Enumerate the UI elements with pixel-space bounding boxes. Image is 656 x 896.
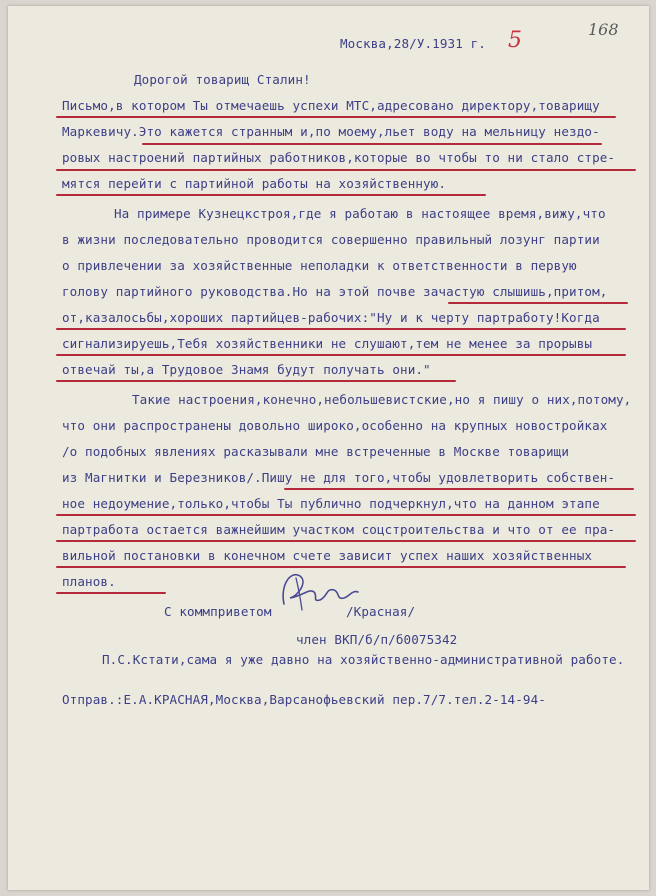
body-line: Маркевичу.Это кажется странным и,по моему,льет воду на мельницу нездо- bbox=[62, 124, 600, 139]
body-line: На примере Кузнецкстроя,где я работаю в настоящее время,вижу,что bbox=[114, 206, 606, 221]
body-line: из Магнитки и Березников/.Пишу не для того,чтобы удовлетворить собствен- bbox=[62, 470, 616, 485]
body-line: голову партийного руководства.Но на этой почве зачастую слышишь,притом, bbox=[62, 284, 608, 299]
body-line: /о подобных явлениях расказывали мне встреченные в Москве товарищи bbox=[62, 444, 570, 459]
closing: С коммприветом bbox=[164, 604, 272, 619]
red-underline bbox=[56, 380, 456, 382]
archive-number: 168 bbox=[588, 20, 619, 39]
handwritten-number: 5 bbox=[508, 28, 522, 53]
body-line: мятся перейти с партийной работы на хозяйственную. bbox=[62, 176, 447, 191]
red-underline bbox=[56, 169, 636, 171]
red-underline bbox=[284, 488, 634, 490]
date-line: Москва,28/У.1931 г. bbox=[340, 36, 486, 51]
body-line: отвечай ты,а Трудовое Знамя будут получать они." bbox=[62, 362, 431, 377]
salutation: Дорогой товарищ Сталин! bbox=[134, 72, 311, 87]
body-line: Такие настроения,конечно,небольшевистские,но я пишу о них,потому, bbox=[132, 392, 632, 407]
sender-line: Отправ.:Е.А.КРАСНАЯ,Москва,Варсанофьевский пер.7/7.тел.2-14-94- bbox=[62, 692, 546, 707]
body-line: планов. bbox=[62, 574, 116, 589]
red-underline bbox=[56, 116, 616, 118]
red-underline bbox=[56, 354, 626, 356]
member-line: член ВКП/б/п/б0075342 bbox=[296, 632, 458, 647]
body-line: от,казалосьбы,хороших партийцев-рабочих:"Ну и к черту партработу!Когда bbox=[62, 310, 600, 325]
body-line: Письмо,в котором Ты отмечаешь успехи МТС,адресовано директору,товарищу bbox=[62, 98, 600, 113]
red-underline bbox=[142, 143, 602, 145]
body-line: вильной постановки в конечном счете зависит успех наших хозяйственных bbox=[62, 548, 593, 563]
red-underline bbox=[56, 592, 166, 594]
body-line: ровых настроений партийных работников,которые во чтобы то ни стало стре- bbox=[62, 150, 616, 165]
body-line: сигнализируешь,Тебя хозяйственники не слушают,тем не менее за прорывы bbox=[62, 336, 593, 351]
signature-name: /Красная/ bbox=[346, 604, 416, 619]
body-line: партработа остается важнейшим участком соцстроительства и что от ее пра- bbox=[62, 522, 616, 537]
red-underline bbox=[56, 328, 626, 330]
red-underline bbox=[56, 540, 636, 542]
body-line: в жизни последовательно проводится совершенно правильный лозунг партии bbox=[62, 232, 600, 247]
body-line: о привлечении за хозяйственные неполадки к ответственности в первую bbox=[62, 258, 577, 273]
body-line: что они распространены довольно широко,особенно на крупных новостройках bbox=[62, 418, 608, 433]
postscript: П.С.Кстати,сама я уже давно на хозяйственно-административной работе. bbox=[102, 652, 625, 667]
letter-page bbox=[8, 6, 649, 890]
body-line: ное недоумение,только,чтобы Ты публично подчеркнул,что на данном этапе bbox=[62, 496, 600, 511]
red-underline bbox=[56, 514, 636, 516]
red-underline bbox=[56, 194, 486, 196]
red-underline bbox=[448, 302, 628, 304]
